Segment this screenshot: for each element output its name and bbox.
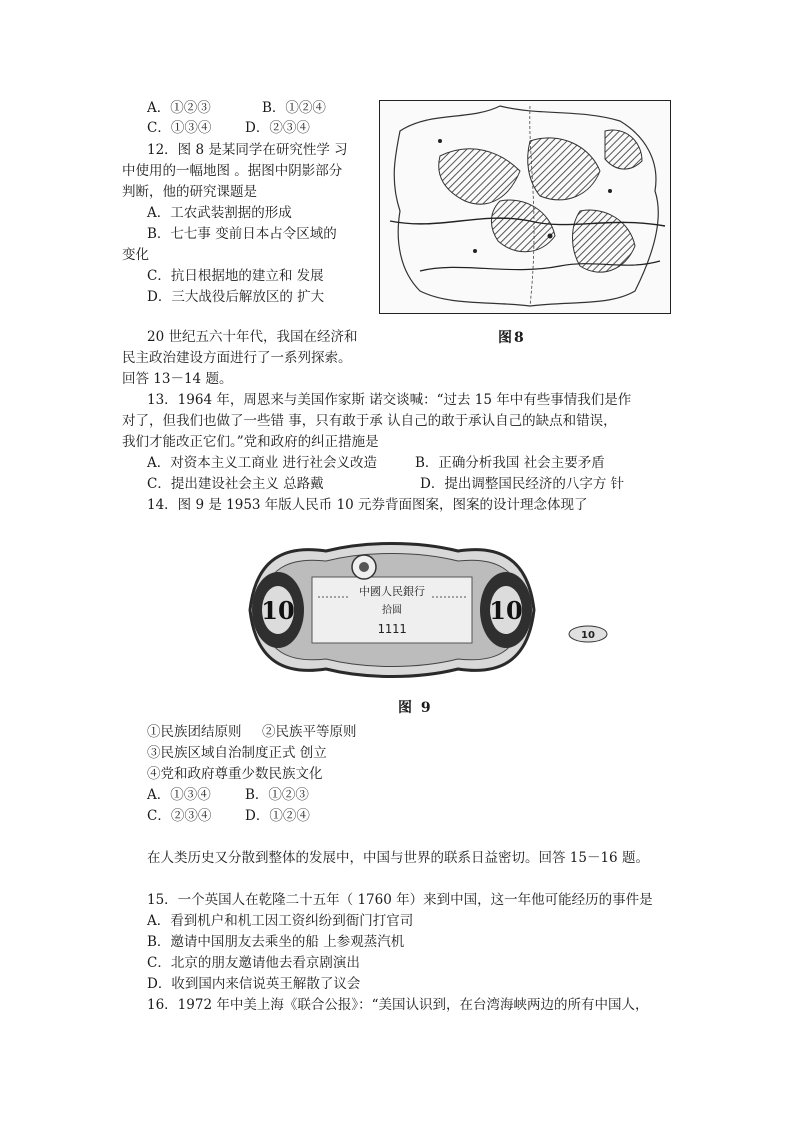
q13-option-b: B．正确分析我国 社会主要矛盾 <box>415 455 605 471</box>
q11-option-c: C．①③④ <box>147 120 212 136</box>
q12-option-d: D．三大战役后解放区的 扩大 <box>147 289 325 305</box>
q13-stem-line-3: 我们才能改正它们。”党和政府的纠正措施是 <box>122 434 379 450</box>
map-drawing <box>380 101 670 313</box>
intro-13-14-line-1: 20 世纪五六十年代，我国在经济和 <box>147 329 358 345</box>
q14-statement-2: ②民族平等原则 <box>262 724 357 740</box>
q13-stem-line-2: 对了，但我们也做了一些错 事，只有敢于承 认自己的敢于承认自己的缺点和错误， <box>122 413 617 429</box>
q15-stem: 15．一个英国人在乾隆二十五年（ 1760 年）来到中国，这一年他可能经历的事件是 <box>147 892 653 908</box>
q15-option-c: C．北京的朋友邀请他去看京剧演出 <box>147 955 360 971</box>
q13-stem-line-1: 13．1964 年，周恩来与美国作家斯 诺交谈喊：“过去 15 年中有些事情我们是作 <box>147 392 632 408</box>
q12-stem-line-1: 12．图 8 是某同学在研究性学 习 <box>147 142 348 158</box>
q14-statement-1: ①民族团结原则 <box>147 724 242 740</box>
q13-option-c: C．提出建设社会主义 总路戴 <box>147 476 324 492</box>
q14-statement-4: ④党和政府尊重少数民族文化 <box>147 766 323 782</box>
figure-9-caption: 图 9 <box>398 700 433 716</box>
figure-8-caption: 图8 <box>498 330 526 346</box>
banknote-small-tag <box>568 625 608 647</box>
intro-15-16: 在人类历史又分散到整体的发展中，中国与世界的联系日益密切。回答 15－16 题。 <box>147 850 649 866</box>
banknote-bank-name: 中國人民銀行 <box>359 585 425 598</box>
q14-stem: 14．图 9 是 1953 年版人民币 10 元券背面图案，图案的设计理念体现了 <box>147 497 588 513</box>
q14-option-d: D．①②④ <box>245 808 310 824</box>
q15-option-d: D．收到国内来信说英王解散了议会 <box>147 976 361 992</box>
q16-stem: 16．1972 年中美上海《联合公报》：“美国认识到，在台湾海峡两边的所有中国人， <box>147 997 649 1013</box>
banknote-left-denomination: 10 <box>261 596 295 625</box>
q12-option-b-cont: 变化 <box>122 247 149 263</box>
banknote-drawing <box>246 537 538 683</box>
q12-option-a: A．工农武装割据的形成 <box>147 205 292 221</box>
q14-option-a: A．①③④ <box>147 787 211 803</box>
banknote-serial: 1111 <box>377 622 407 636</box>
q15-option-a: A．看到机户和机工因工资纠纷到衙门打官司 <box>147 913 414 929</box>
q13-option-a: A．对资本主义工商业 进行社会义改造 <box>147 455 378 471</box>
banknote-unit: 拾圆 <box>382 605 402 616</box>
intro-13-14-line-3: 回答 13－14 题。 <box>122 371 233 387</box>
q14-option-b: B．①②③ <box>245 787 309 803</box>
q12-stem-line-3: 判断，他的研究课题是 <box>122 184 257 200</box>
figure-9-banknote <box>246 537 538 683</box>
q11-option-d: D．②③④ <box>245 120 310 136</box>
q12-option-b: B．七七事 变前日本占令区域的 <box>147 226 337 242</box>
q15-option-b: B．邀请中国朋友去乘坐的船 上参观蒸汽机 <box>147 934 405 950</box>
intro-13-14-line-2: 民主政治建设方面进行了一系列探索。 <box>122 350 352 366</box>
banknote-small-tag-text: 10 <box>581 630 595 641</box>
q12-stem-line-2: 中使用的一幅地图 。据图中阴影部分 <box>122 163 343 179</box>
q13-option-d: D．提出调整国民经济的八字方 针 <box>420 476 625 492</box>
q11-option-b: B．①②④ <box>262 100 326 116</box>
banknote-right-denomination: 10 <box>489 596 523 625</box>
q14-option-c: C．②③④ <box>147 808 212 824</box>
q14-statement-3: ③民族区域自治制度正式 创立 <box>147 745 327 761</box>
q11-option-a: A．①②③ <box>147 100 211 116</box>
q12-option-c: C．抗日根据地的建立和 发展 <box>147 268 324 284</box>
figure-8-map <box>379 100 671 314</box>
